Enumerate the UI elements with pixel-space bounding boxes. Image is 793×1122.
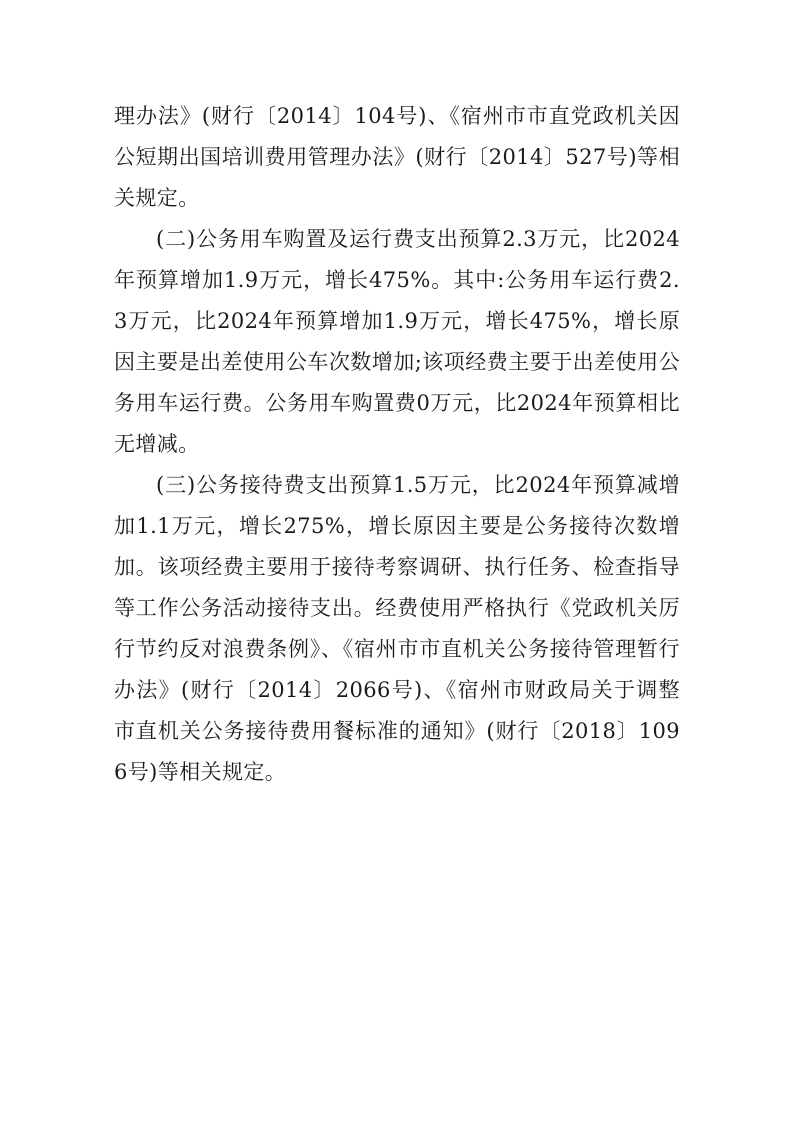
paragraph-reception-expenses: (三)公务接待费支出预算1.5万元，比2024年预算减增加1.1万元，增长275%，增长原因主要是公务接待次数增加。该项经费主要用于接待考察调研、执行任务、检查指导等工作公务活动接待支出。经费使用严格执行《党政机关厉行节约反对浪费条例》、《宿州市市直机关公务接待管理暂行办法》(财行〔2014〕2066号)、《宿州市财政局关于调整市直机关公务接待费用餐标准的通知》(财行〔2018〕1096号)等相关规定。 (114, 473, 680, 784)
body-text (114, 96, 680, 793)
paragraph-vehicle-expenses: (二)公务用车购置及运行费支出预算2.3万元，比2024年预算增加1.9万元，增长475%。其中:公务用车运行费2.3万元，比2024年预算增加1.9万元，增长475%，增长原因主要是出差使用公车次数增加;该项经费主要于出差使用公务用车运行费。公务用车购置费0万元，比2024年预算相比无增减。 (114, 227, 680, 456)
paragraph-continuation: 理办法》(财行〔2014〕104号)、《宿州市市直党政机关因公短期出国培训费用管理办法》(财行〔2014〕527号)等相关规定。 (114, 104, 680, 210)
